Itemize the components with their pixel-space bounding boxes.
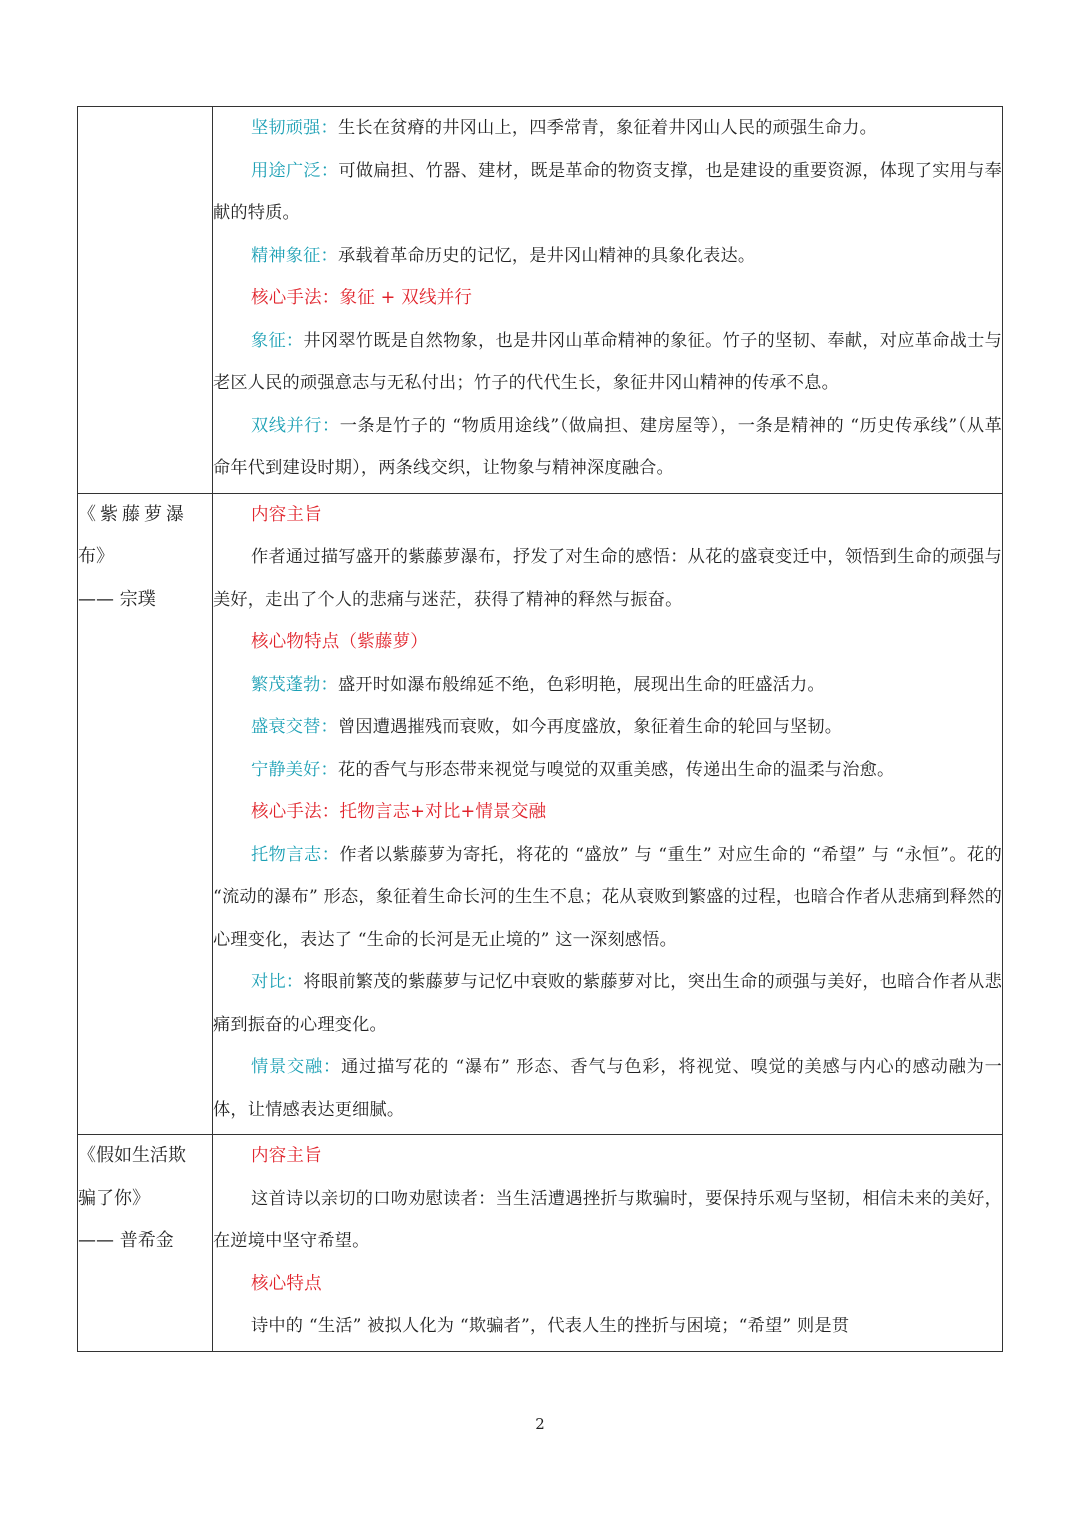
paragraph — [213, 834, 1002, 962]
term-label: 繁茂蓬勃： — [251, 674, 338, 695]
content-cell — [213, 1135, 1003, 1352]
paragraph — [213, 150, 1002, 235]
title-cell — [78, 1135, 213, 1352]
paragraph — [213, 320, 1002, 405]
section-heading: 核心物特点（紫藤萝） — [251, 632, 428, 652]
paragraph-text: 通过描写花的 “瀑布” 形态、香气与色彩，将视觉、嗅觉的美感与内心的感动融为一体，让情感表达更细腻。 — [213, 1057, 1002, 1120]
paragraph-text: 承载着革命历史的记忆，是井冈山精神的具象化表达。 — [337, 245, 756, 266]
section-heading: 核心手法：托物言志+对比+情景交融 — [251, 802, 547, 822]
content-cell — [213, 107, 1003, 494]
paragraph — [213, 405, 1002, 490]
paragraph-text: 盛开时如瀑布般绵延不绝，色彩明艳，展现出生命的旺盛活力。 — [337, 674, 825, 695]
paragraph-text: 生长在贫瘠的井冈山上，四季常青，象征着井冈山人民的顽强生命力。 — [337, 118, 877, 138]
paragraph-text: 井冈翠竹既是自然物象，也是井冈山革命精神的象征。竹子的坚韧、奉献，对应革命战士与老区人民的顽强意志与无私付出；竹子的代代生长，象征井冈山精神的传承不息。 — [213, 330, 1002, 393]
paragraph — [213, 107, 1002, 150]
table-row — [78, 1135, 1003, 1352]
term-label: 坚韧顽强： — [251, 118, 338, 138]
term-label: 托物言志： — [251, 844, 340, 865]
paragraph: 这首诗以亲切的口吻劝慰读者：当生活遭遇挫折与欺骗时，要保持乐观与坚韧，相信未来的美好，在逆境中坚守希望。 — [213, 1188, 1002, 1251]
paragraph-text: 曾因遭遇摧残而衰败，如今再度盛放，象征着生命的轮回与坚韧。 — [337, 717, 843, 737]
lesson-title-cont: 布》 — [78, 546, 114, 567]
paragraph-text: 作者以紫藤萝为寄托，将花的 “盛放” 与 “重生” 对应生命的 “希望” 与 “永恒”。花的 “流动的瀑布” 形态，象征着生命长河的生生不息；花从衰败到繁盛的过程，也暗合作者从悲痛到释然的心理变化，表达了 “生命的长河是无止境的” 这一深刻感悟。 — [213, 844, 1002, 950]
term-label: 宁静美好： — [251, 759, 338, 780]
section-heading: 内容主旨 — [251, 1146, 322, 1166]
paragraph: 诗中的 “生活” 被拟人化为 “欺骗者”，代表人生的挫折与困境；“希望” 则是贯 — [251, 1316, 850, 1336]
paragraph-text: 将眼前繁茂的紫藤萝与记忆中衰败的紫藤萝对比，突出生命的顽强与美好，也暗合作者从悲痛到振奋的心理变化。 — [213, 972, 1002, 1035]
lesson-title-cont: 骗了你》 — [78, 1187, 150, 1209]
term-label: 盛衰交替： — [251, 717, 338, 737]
paragraph — [213, 664, 1002, 707]
section-heading: 核心特点 — [251, 1273, 322, 1294]
paragraph-text: 花的香气与形态带来视觉与嗅觉的双重美感，传递出生命的温柔与治愈。 — [337, 759, 895, 780]
paragraph-text: 一条是竹子的 “物质用途线”（做扁担、建房屋等），一条是精神的 “历史传承线”（从革命年代到建设时期），两条线交织，让物象与精神深度融合。 — [213, 415, 1002, 478]
paragraph-text: 可做扁担、竹器、建材，既是革命的物资支撑，也是建设的重要资源，体现了实用与奉献的特质。 — [213, 160, 1002, 223]
term-label: 对比： — [251, 972, 304, 992]
paragraph — [213, 749, 1002, 792]
lesson-title: 《紫藤萝瀑 — [78, 503, 188, 525]
section-heading: 核心手法：象征 + 双线并行 — [251, 288, 473, 308]
term-label: 情景交融： — [251, 1057, 342, 1077]
lesson-author: —— 宗璞 — [78, 588, 156, 610]
table-row — [78, 493, 1003, 1135]
section-heading: 内容主旨 — [251, 504, 322, 525]
table-row — [78, 107, 1003, 494]
content-table — [77, 106, 1003, 1352]
lesson-author: —— 普希金 — [78, 1230, 174, 1251]
title-cell — [78, 493, 213, 1135]
content-cell — [213, 493, 1003, 1135]
paragraph — [213, 961, 1002, 1046]
term-label: 双线并行： — [251, 415, 340, 436]
paragraph — [213, 706, 1002, 749]
term-label: 精神象征： — [251, 245, 338, 266]
title-cell — [78, 107, 213, 494]
paragraph: 作者通过描写盛开的紫藤萝瀑布，抒发了对生命的感悟：从花的盛衰变迁中，领悟到生命的顽强与美好，走出了个人的悲痛与迷茫，获得了精神的释然与振奋。 — [213, 547, 1002, 610]
lesson-title: 《假如生活欺 — [78, 1145, 186, 1166]
term-label: 用途广泛： — [251, 160, 339, 181]
paragraph — [213, 1046, 1002, 1131]
page-number: 2 — [535, 1415, 545, 1433]
paragraph — [213, 235, 1002, 278]
term-label: 象征： — [251, 330, 304, 351]
